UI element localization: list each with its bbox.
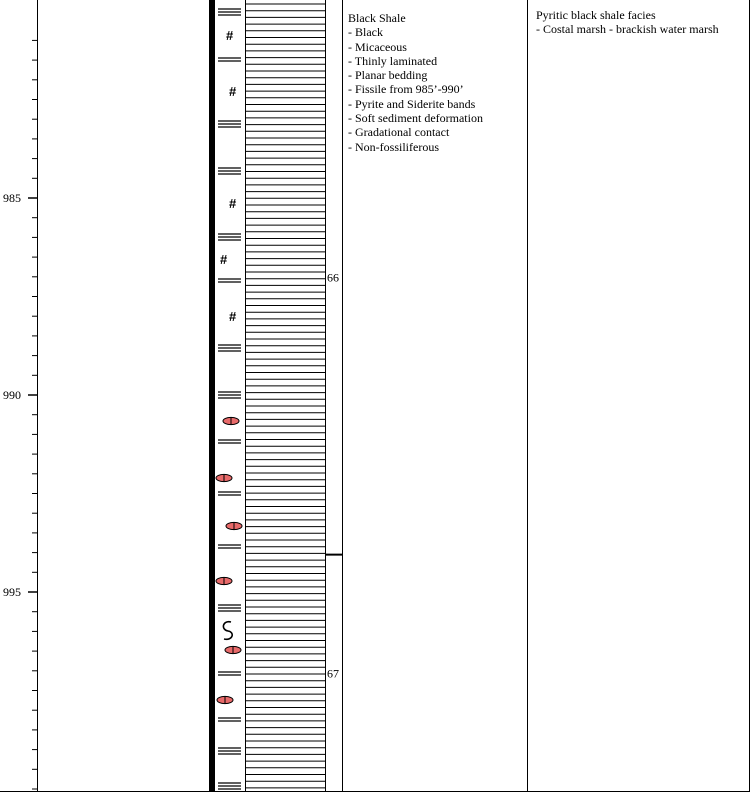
- facies-item: - Costal marsh - brackish water marsh: [536, 22, 719, 37]
- facies-description: [536, 8, 719, 37]
- lithology-item: - Gradational contact: [348, 125, 450, 140]
- soft-sediment-deformation-icon: [223, 622, 232, 640]
- lithology-item: - Planar bedding: [348, 68, 428, 83]
- lithology-item: - Fissile from 985’-990’: [348, 82, 464, 97]
- lithology-column: [209, 0, 215, 792]
- lithology-item: - Soft sediment deformation: [348, 111, 483, 126]
- hash-symbol: #: [226, 28, 234, 43]
- lithology-bar: [209, 0, 215, 792]
- lithology-title: Black Shale: [348, 11, 406, 25]
- pyrite-nodule-icon: [216, 474, 232, 481]
- pyrite-nodule-icon: [217, 696, 233, 703]
- sample-label: 67: [327, 666, 339, 681]
- lithology-item: - Thinly laminated: [348, 53, 438, 68]
- pyrite-nodule-icon: [223, 417, 239, 424]
- lamination-marks: [218, 9, 241, 789]
- grain-size-column: [246, 4, 326, 788]
- pyrite-nodule-icon: [216, 577, 232, 584]
- hash-symbol: #: [229, 84, 237, 99]
- sedimentary-symbols: [216, 28, 242, 704]
- depth-label: 985: [3, 191, 21, 205]
- sample-column: [326, 270, 343, 680]
- depth-label: 995: [3, 585, 21, 599]
- hash-symbol: #: [220, 252, 228, 267]
- lithology-item: - Pyrite and Siderite bands: [348, 96, 476, 111]
- lithology-description: [348, 11, 483, 154]
- depth-axis: [3, 40, 38, 789]
- depth-label: 990: [3, 388, 21, 402]
- lithology-item: - Micaceous: [348, 39, 407, 54]
- pyrite-nodule-icon: [225, 646, 241, 653]
- pyrite-nodule-icon: [226, 522, 242, 529]
- sample-label: 66: [327, 270, 339, 285]
- hash-symbol: #: [229, 196, 237, 211]
- lithology-item: - Black: [348, 25, 383, 40]
- facies-title: Pyritic black shale facies: [536, 8, 656, 22]
- lithology-item: - Non-fossiliferous: [348, 139, 439, 154]
- hash-symbol: #: [229, 309, 237, 324]
